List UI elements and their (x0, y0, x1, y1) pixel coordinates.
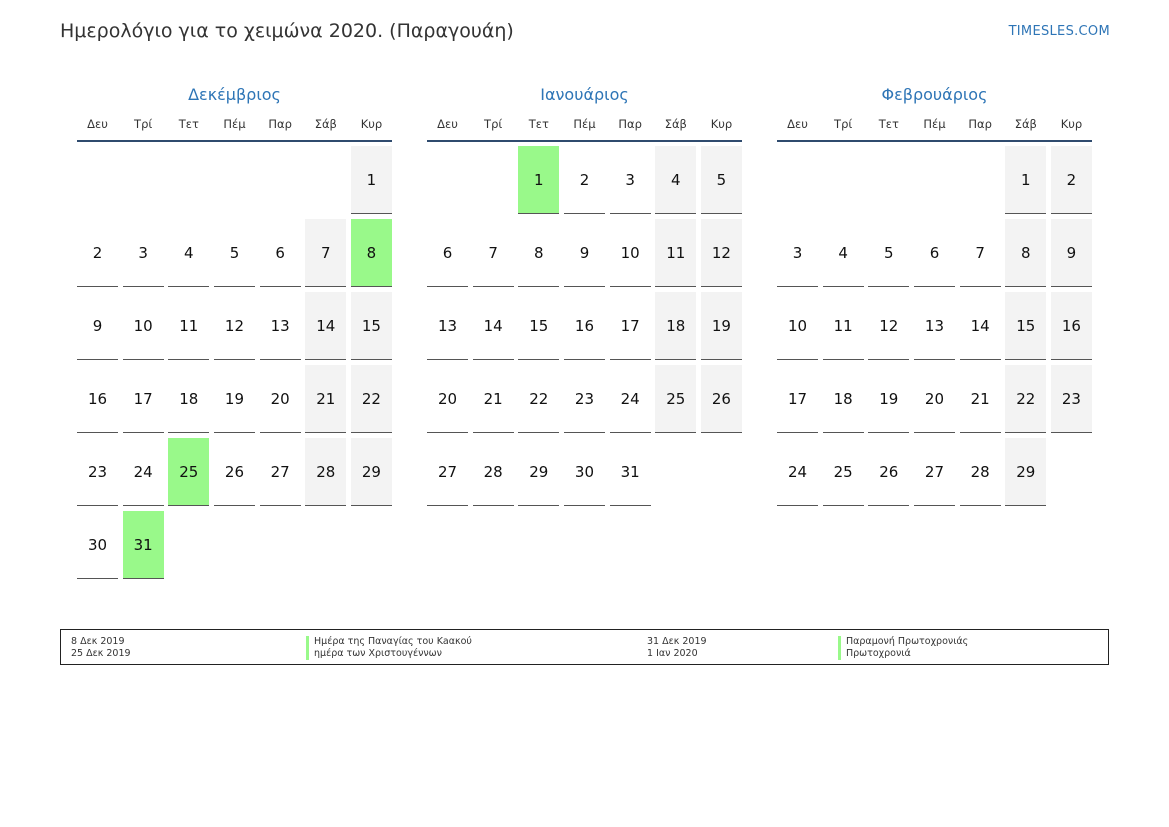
days-grid (777, 146, 1092, 506)
day-cell[interactable]: 4 (168, 219, 209, 287)
holiday-legend (60, 629, 1109, 665)
weekday-label: Παρ (968, 117, 992, 131)
empty-cell (777, 146, 818, 214)
day-cell[interactable]: 3 (123, 219, 164, 287)
day-cell[interactable]: 31 (610, 438, 651, 506)
day-cell[interactable]: 21 (305, 365, 346, 433)
day-cell[interactable]: 13 (914, 292, 955, 360)
day-cell[interactable]: 15 (351, 292, 392, 360)
weekday-label: Τρί (134, 117, 153, 131)
day-cell[interactable]: 22 (1005, 365, 1046, 433)
day-cell[interactable]: 14 (473, 292, 514, 360)
legend-holiday-name: Ημέρα της Παναγίας του Κaακού (306, 636, 472, 648)
legend-holiday-name: ημέρα των Χριστουγέννων (306, 648, 472, 660)
weekday-label: Παρ (268, 117, 292, 131)
day-cell[interactable]: 18 (655, 292, 696, 360)
legend-dates-left (71, 636, 131, 660)
day-cell[interactable]: 27 (914, 438, 955, 506)
day-cell[interactable]: 17 (777, 365, 818, 433)
day-cell[interactable]: 2 (564, 146, 605, 214)
day-cell[interactable]: 27 (427, 438, 468, 506)
empty-cell (427, 146, 468, 214)
day-cell[interactable]: 21 (960, 365, 1001, 433)
weekday-label: Τετ (878, 117, 899, 131)
day-cell[interactable]: 25 (823, 438, 864, 506)
legend-date: 1 Ιαν 2020 (647, 648, 698, 659)
weekday-label: Πέμ (923, 117, 946, 131)
day-cell[interactable]: 16 (564, 292, 605, 360)
day-cell[interactable]: 16 (77, 365, 118, 433)
weekday-label: Δευ (787, 117, 808, 131)
legend-date: 8 Δεκ 2019 (71, 636, 125, 647)
day-cell[interactable]: 11 (655, 219, 696, 287)
legend-holiday-name: Πρωτοχρονιά (838, 648, 968, 660)
day-cell[interactable]: 6 (260, 219, 301, 287)
legend-holiday-name: Παραμονή Πρωτοχρονιάς (838, 636, 968, 648)
page-title: Ημερολόγιο για το χειμώνα 2020. (Παραγουάη) (60, 20, 514, 42)
empty-cell (214, 146, 255, 214)
weekday-label: Σάβ (1014, 117, 1037, 131)
day-cell[interactable]: 7 (960, 219, 1001, 287)
day-cell[interactable]: 15 (1005, 292, 1046, 360)
weekday-header (777, 116, 1092, 142)
weekday-label: Τετ (528, 117, 549, 131)
day-cell[interactable]: 14 (305, 292, 346, 360)
day-cell[interactable]: 10 (123, 292, 164, 360)
days-grid (77, 146, 392, 579)
day-cell[interactable]: 14 (960, 292, 1001, 360)
weekday-label: Κυρ (360, 117, 383, 131)
day-cell[interactable]: 20 (427, 365, 468, 433)
month-february (777, 84, 1092, 506)
day-cell[interactable]: 12 (868, 292, 909, 360)
day-cell[interactable]: 9 (564, 219, 605, 287)
day-cell[interactable]: 23 (564, 365, 605, 433)
empty-cell (823, 146, 864, 214)
day-cell[interactable]: 25 (655, 365, 696, 433)
month-december (77, 84, 392, 579)
day-cell[interactable]: 5 (214, 219, 255, 287)
day-cell[interactable]: 19 (701, 292, 742, 360)
day-cell[interactable]: 18 (168, 365, 209, 433)
day-cell[interactable]: 29 (351, 438, 392, 506)
legend-date: 25 Δεκ 2019 (71, 648, 131, 659)
day-cell[interactable]: 10 (610, 219, 651, 287)
legend-dates-right (647, 636, 707, 660)
day-cell[interactable]: 13 (260, 292, 301, 360)
day-cell[interactable]: 23 (77, 438, 118, 506)
weekday-label: Τρί (834, 117, 853, 131)
day-cell[interactable]: 18 (823, 365, 864, 433)
day-cell[interactable]: 20 (914, 365, 955, 433)
day-cell[interactable]: 4 (655, 146, 696, 214)
weekday-label: Τρί (484, 117, 503, 131)
day-cell[interactable]: 5 (868, 219, 909, 287)
day-cell[interactable]: 23 (1051, 365, 1092, 433)
holiday-day-cell[interactable]: 1 (518, 146, 559, 214)
day-cell[interactable]: 29 (518, 438, 559, 506)
day-cell[interactable]: 19 (868, 365, 909, 433)
weekday-label: Σάβ (664, 117, 687, 131)
day-cell[interactable]: 20 (260, 365, 301, 433)
day-cell[interactable]: 28 (960, 438, 1001, 506)
weekday-label: Σάβ (314, 117, 337, 131)
day-cell[interactable]: 22 (518, 365, 559, 433)
legend-names-right (838, 636, 968, 660)
day-cell[interactable]: 26 (701, 365, 742, 433)
legend-names-left (306, 636, 472, 660)
day-cell[interactable]: 28 (305, 438, 346, 506)
day-cell[interactable]: 24 (777, 438, 818, 506)
site-link[interactable]: TIMESLES.COM (1008, 24, 1110, 39)
empty-cell (960, 146, 1001, 214)
holiday-day-cell[interactable]: 8 (351, 219, 392, 287)
day-cell[interactable]: 9 (77, 292, 118, 360)
day-cell[interactable]: 24 (123, 438, 164, 506)
month-title: Φεβρουάριος (881, 85, 988, 104)
weekday-label: Πέμ (223, 117, 246, 131)
weekday-label: Παρ (618, 117, 642, 131)
day-cell[interactable]: 28 (473, 438, 514, 506)
day-cell[interactable]: 17 (610, 292, 651, 360)
empty-cell (305, 146, 346, 214)
month-title: Δεκέμβριος (188, 85, 281, 104)
day-cell[interactable]: 17 (123, 365, 164, 433)
day-cell[interactable]: 13 (427, 292, 468, 360)
day-cell[interactable]: 11 (168, 292, 209, 360)
day-cell[interactable]: 16 (1051, 292, 1092, 360)
day-cell[interactable]: 3 (610, 146, 651, 214)
empty-cell (914, 146, 955, 214)
day-cell[interactable]: 1 (351, 146, 392, 214)
day-cell[interactable]: 8 (1005, 219, 1046, 287)
day-cell[interactable]: 15 (518, 292, 559, 360)
day-cell[interactable]: 24 (610, 365, 651, 433)
day-cell[interactable]: 27 (260, 438, 301, 506)
day-cell[interactable]: 7 (305, 219, 346, 287)
day-cell[interactable]: 6 (914, 219, 955, 287)
weekday-label: Δευ (437, 117, 458, 131)
days-grid (427, 146, 742, 506)
weekday-label: Τετ (178, 117, 199, 131)
day-cell[interactable]: 26 (868, 438, 909, 506)
month-january (427, 84, 742, 506)
day-cell[interactable]: 5 (701, 146, 742, 214)
empty-cell (260, 146, 301, 214)
day-cell[interactable]: 22 (351, 365, 392, 433)
day-cell[interactable]: 26 (214, 438, 255, 506)
holiday-day-cell[interactable]: 31 (123, 511, 164, 579)
weekday-header (427, 116, 742, 142)
weekday-label: Κυρ (1060, 117, 1083, 131)
day-cell[interactable]: 12 (701, 219, 742, 287)
day-cell[interactable]: 4 (823, 219, 864, 287)
empty-cell (868, 146, 909, 214)
legend-date: 31 Δεκ 2019 (647, 636, 707, 647)
weekday-label: Πέμ (573, 117, 596, 131)
day-cell[interactable]: 7 (473, 219, 514, 287)
empty-cell (473, 146, 514, 214)
day-cell[interactable]: 3 (777, 219, 818, 287)
day-cell[interactable]: 9 (1051, 219, 1092, 287)
day-cell[interactable]: 11 (823, 292, 864, 360)
day-cell[interactable]: 30 (564, 438, 605, 506)
weekday-label: Δευ (87, 117, 108, 131)
month-title: Ιανουάριος (540, 85, 629, 104)
day-cell[interactable]: 8 (518, 219, 559, 287)
weekday-header (77, 116, 392, 142)
weekday-label: Κυρ (710, 117, 733, 131)
day-cell[interactable]: 30 (77, 511, 118, 579)
day-cell[interactable]: 29 (1005, 438, 1046, 506)
empty-cell (123, 146, 164, 214)
day-cell[interactable]: 2 (77, 219, 118, 287)
day-cell[interactable]: 21 (473, 365, 514, 433)
empty-cell (168, 146, 209, 214)
day-cell[interactable]: 6 (427, 219, 468, 287)
empty-cell (77, 146, 118, 214)
day-cell[interactable]: 19 (214, 365, 255, 433)
day-cell[interactable]: 2 (1051, 146, 1092, 214)
day-cell[interactable]: 12 (214, 292, 255, 360)
day-cell[interactable]: 10 (777, 292, 818, 360)
day-cell[interactable]: 1 (1005, 146, 1046, 214)
holiday-day-cell[interactable]: 25 (168, 438, 209, 506)
